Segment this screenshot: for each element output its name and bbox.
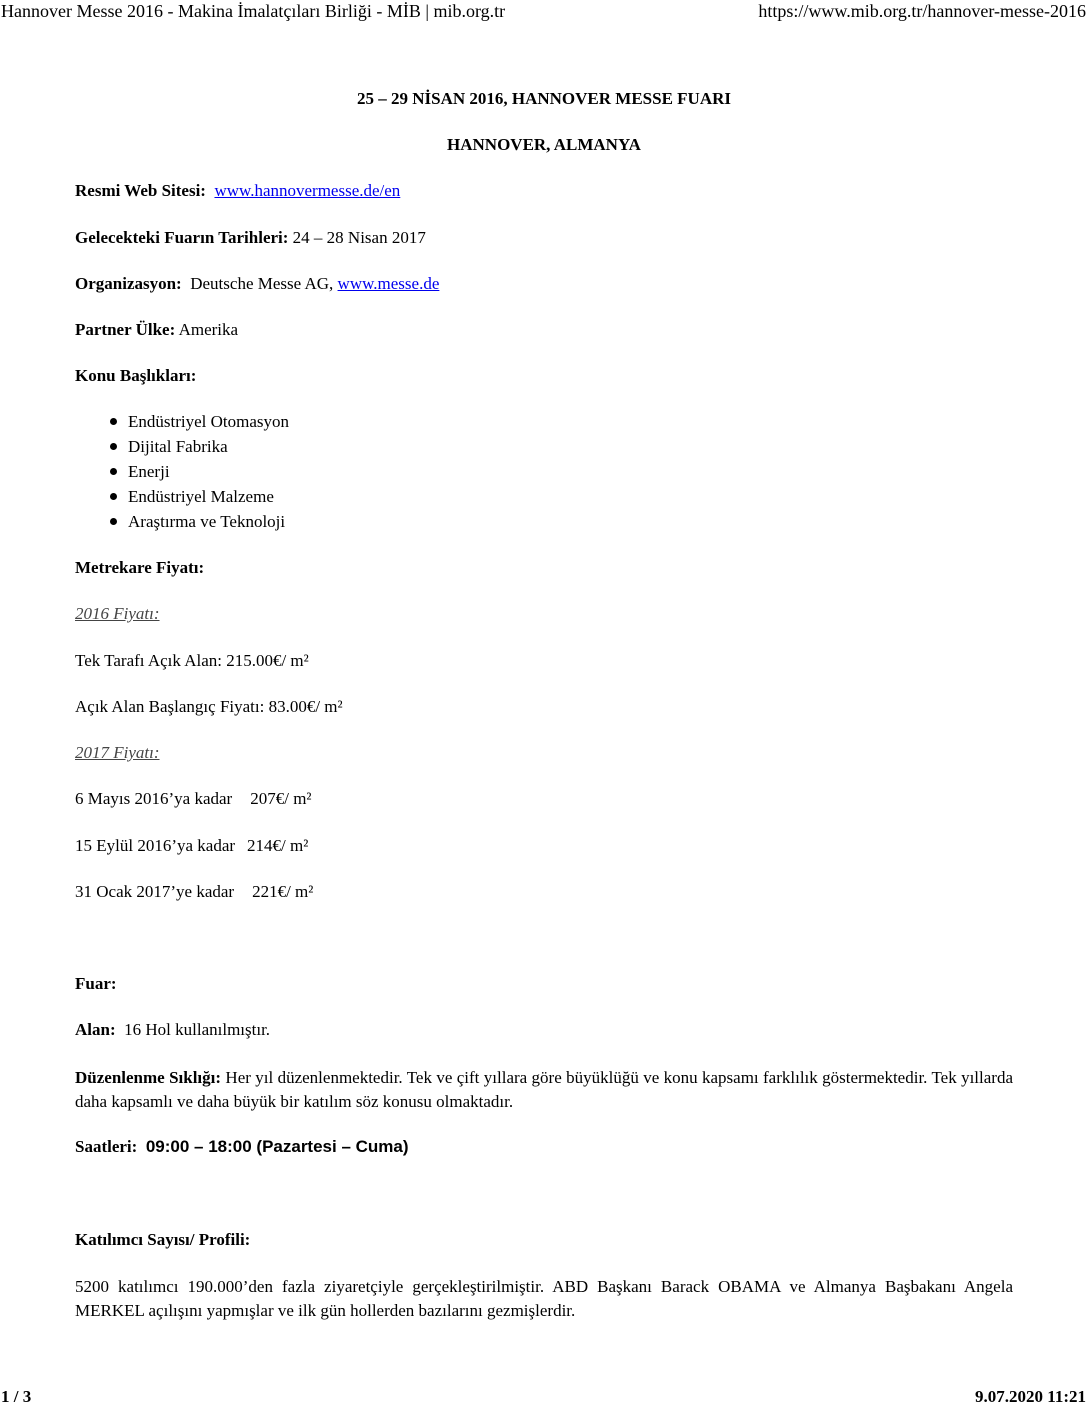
- browser-page-title: Hannover Messe 2016 - Makina İmalatçıları Birliği - MİB | mib.org.tr: [1, 1, 506, 21]
- price-2017-row: [75, 882, 313, 902]
- document-title: 25 – 29 NİSAN 2016, HANNOVER MESSE FUARI: [356, 89, 732, 108]
- organization-row: [75, 274, 439, 294]
- frequency-value: Her yıl düzenlenmektedir. Tek ve çift yıllara göre büyüklüğü ve konu kapsamı farklılık göstermektedir. Tek yıllarda daha kapsamlı ve daha büyük bir katılım söz konusu olmaktadır.: [75, 1068, 1014, 1111]
- website-row: [75, 181, 400, 201]
- organization-value: Deutsche Messe AG,: [190, 274, 334, 293]
- price-2017-row: [75, 836, 308, 856]
- document-subtitle: HANNOVER, ALMANYA: [447, 135, 641, 154]
- price-2017-value: 214€/ m²: [247, 836, 309, 855]
- frequency-label: Düzenlenme Sıklığı:: [75, 1068, 222, 1087]
- price-label: Metrekare Fiyatı:: [75, 558, 205, 577]
- price-2017-date: 31 Ocak 2017’ye kadar: [75, 882, 235, 901]
- organization-label: Organizasyon:: [75, 274, 182, 293]
- list-item: Enerji: [75, 459, 289, 484]
- future-dates-value: 24 – 28 Nisan 2017: [292, 228, 426, 247]
- partner-row: [75, 320, 238, 340]
- area-label: Alan:: [75, 1020, 116, 1039]
- list-item: Dijital Fabrika: [75, 434, 289, 459]
- hours-row: [75, 1137, 409, 1157]
- hours-label: Saatleri:: [75, 1137, 138, 1156]
- hours-value: 09:00 – 18:00 (Pazartesi – Cuma): [145, 1137, 409, 1156]
- price-2016-label: 2016 Fiyatı:: [75, 604, 160, 623]
- topics-label: Konu Başlıkları:: [75, 366, 197, 385]
- topics-list: [75, 409, 289, 534]
- participants-label: Katılımcı Sayısı/ Profili:: [75, 1230, 251, 1249]
- organization-link[interactable]: www.messe.de: [337, 274, 440, 293]
- future-dates-row: [75, 228, 426, 248]
- area-row: [75, 1020, 270, 1040]
- price-2017-value: 207€/ m²: [250, 789, 312, 808]
- frequency-paragraph: [75, 1066, 1013, 1114]
- price-2016-line1: Tek Tarafı Açık Alan: 215.00€/ m²: [75, 651, 309, 670]
- price-2017-date: 15 Eylül 2016’ya kadar: [75, 836, 236, 855]
- list-item: Araştırma ve Teknoloji: [75, 509, 289, 534]
- page-number: 1 / 3: [1, 1387, 32, 1406]
- list-item: Endüstriyel Malzeme: [75, 484, 289, 509]
- fair-label: Fuar:: [75, 974, 117, 993]
- website-label: Resmi Web Sitesi:: [75, 181, 206, 200]
- price-2017-date: 6 Mayıs 2016’ya kadar: [75, 789, 233, 808]
- price-2017-value: 221€/ m²: [252, 882, 314, 901]
- participants-paragraph: 5200 katılımcı 190.000’den fazla ziyaretçiyle gerçekleştirilmiştir. ABD Başkanı Barack OBAMA ve Almanya Başbakanı Angela MERKEL açılışını yapmışlar ve ilk gün hollerden bazılarını gezmişlerdir.: [75, 1277, 1013, 1320]
- browser-page-url: https://www.mib.org.tr/hannover-messe-2016: [758, 1, 1086, 21]
- future-dates-label: Gelecekteki Fuarın Tarihleri:: [75, 228, 289, 247]
- partner-label: Partner Ülke:: [75, 320, 176, 339]
- price-2017-label: 2017 Fiyatı:: [75, 743, 160, 762]
- print-datetime: 9.07.2020 11:21: [975, 1387, 1086, 1406]
- website-link[interactable]: www.hannovermesse.de/en: [214, 181, 401, 200]
- price-2016-line2: Açık Alan Başlangıç Fiyatı: 83.00€/ m²: [75, 697, 343, 716]
- area-value: 16 Hol kullanılmıştır.: [124, 1020, 271, 1039]
- price-2017-row: [75, 789, 312, 809]
- partner-value: Amerika: [178, 320, 239, 339]
- list-item: Endüstriyel Otomasyon: [75, 409, 289, 434]
